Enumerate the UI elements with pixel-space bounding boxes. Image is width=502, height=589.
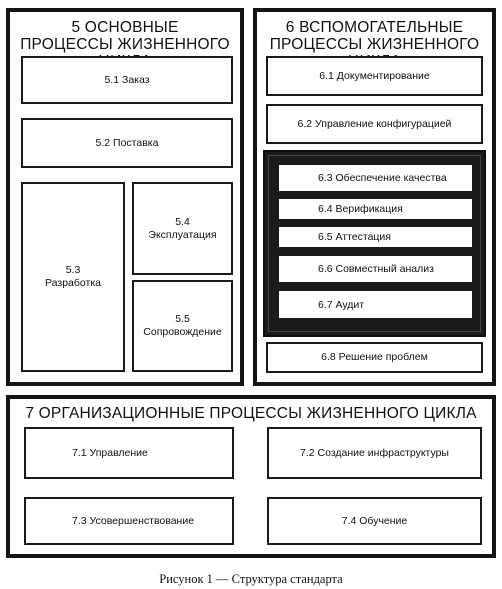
primary-processes-title-line2: ПРОЦЕССЫ ЖИЗНЕННОГО [20,36,230,53]
documentation-box [266,56,483,96]
configuration-management-label: 6.2 Управление конфигурацией [297,117,452,130]
management-label: 7.1 Управление [72,446,148,459]
audit-label: 6.7 Аудит [318,298,365,311]
attestation-box [279,227,472,247]
supply-label: 5.2 Поставка [95,136,159,149]
supporting-processes-panel [253,8,496,386]
figure-caption: Рисунок 1 — Структура стандарта [159,572,343,586]
configuration-management-box [266,104,483,144]
quality-assurance-box [279,165,472,191]
documentation-label: 6.1 Документирование [319,69,430,82]
operation-number: 5.4 [175,215,190,228]
primary-processes-panel [6,8,244,386]
problem-resolution-box [266,342,483,373]
organizational-processes-panel [6,395,496,558]
supporting-processes-title-line2: ПРОЦЕССЫ ЖИЗНЕННОГО [269,36,480,53]
operation-box [132,182,233,275]
attestation-label: 6.5 Аттестация [318,231,391,243]
organizational-processes-title: 7 ОРГАНИЗАЦИОННЫЕ ПРОЦЕССЫ ЖИЗНЕННОГО ЦИКЛА [25,405,477,422]
verification-label: 6.4 Верификация [318,203,403,215]
quality-processes-group [263,150,486,337]
verification-box [279,199,472,219]
quality-assurance-label: 6.3 Обеспечение качества [318,172,447,184]
management-box [24,427,234,479]
joint-review-label: 6.6 Совместный анализ [318,263,434,275]
improvement-label: 7.3 Усовершенствование [72,514,195,527]
supporting-processes-title-line1: 6 ВСПОМОГАТЕЛЬНЫЕ [285,19,464,36]
development-box [21,182,125,372]
training-box [267,497,482,545]
joint-review-box [279,256,472,282]
development-number: 5.3 [65,264,81,276]
order-box [21,56,233,104]
primary-processes-title-line1: 5 ОСНОВНЫЕ [71,19,179,36]
infrastructure-box [267,427,482,479]
audit-box [279,291,472,318]
operation-label: Эксплуатация [148,228,217,241]
improvement-box [24,497,234,545]
maintenance-label: Сопровождение [143,326,222,338]
maintenance-number: 5.5 [175,313,190,325]
supply-box [21,118,233,168]
infrastructure-label: 7.2 Создание инфраструктуры [300,446,449,459]
development-label: Разработка [45,277,101,289]
maintenance-box [132,280,233,372]
problem-resolution-label: 6.8 Решение проблем [321,351,428,363]
order-label: 5.1 Заказ [104,73,150,86]
training-label: 7.4 Обучение [341,514,408,527]
